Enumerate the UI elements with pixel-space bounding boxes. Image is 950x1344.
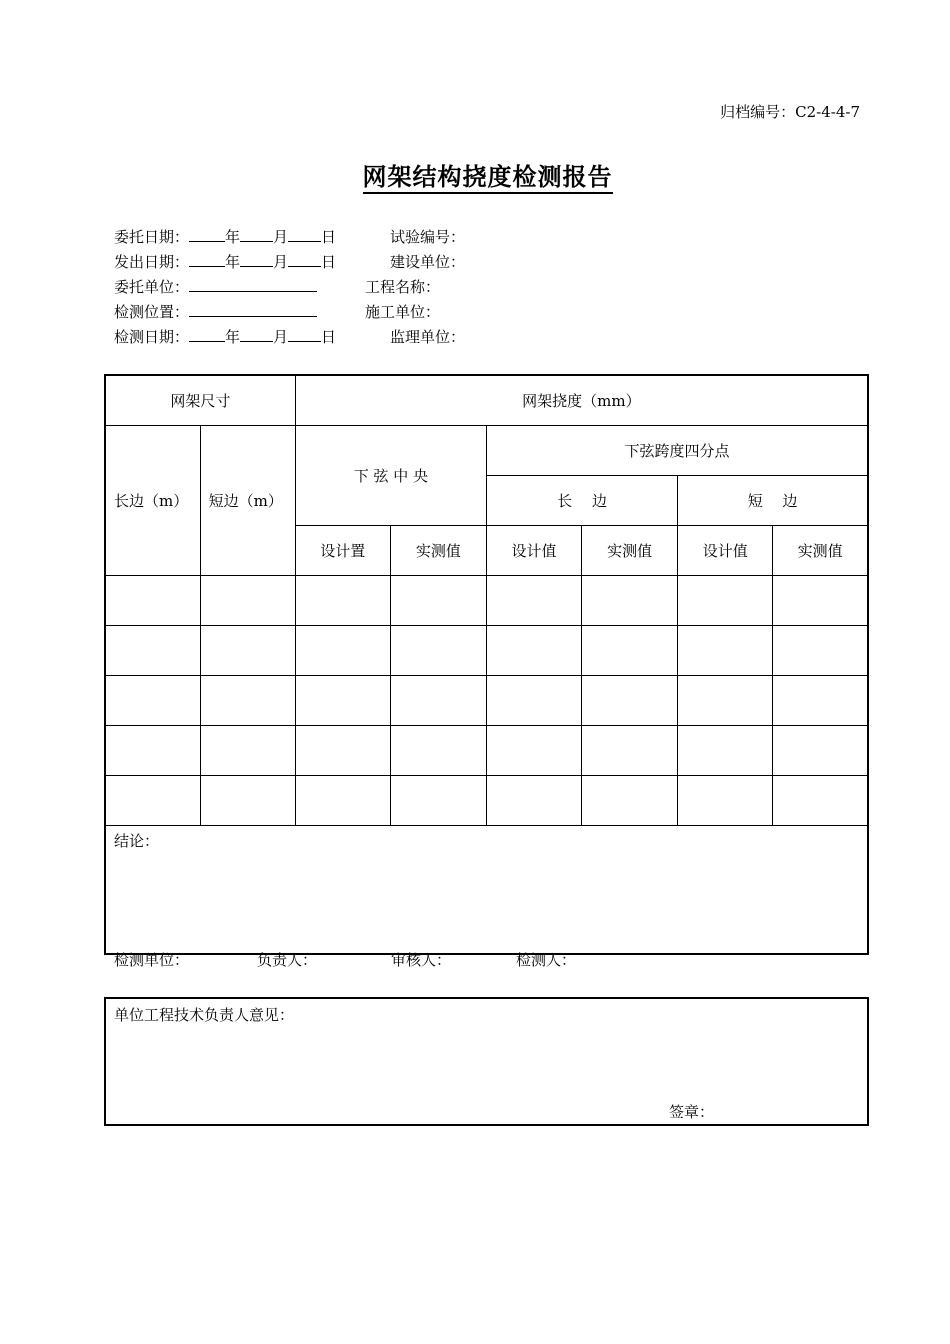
table-row [105, 775, 868, 825]
lower-chord-quarter-header: 下弦跨度四分点 [486, 425, 868, 475]
table-cell[interactable] [105, 775, 200, 825]
year-blank[interactable] [189, 326, 225, 342]
short-measured-header: 实测值 [773, 525, 868, 575]
deflection-header: 网架挠度（mm） [295, 375, 868, 425]
table-row [105, 575, 868, 625]
issue-date [114, 251, 336, 273]
table-cell[interactable] [105, 675, 200, 725]
table-cell[interactable] [678, 675, 773, 725]
title-text: 网架结构挠度检测报告 [363, 163, 613, 194]
month-label: 月 [273, 228, 289, 246]
opinion-label: 单位工程技术负责人意见： [114, 1006, 295, 1024]
month-label: 月 [273, 328, 289, 346]
table-cell[interactable] [295, 775, 390, 825]
entrust-date [114, 226, 336, 248]
reviewer-label: 审核人： [391, 951, 452, 969]
year-label: 年 [225, 253, 241, 271]
year-label: 年 [225, 228, 241, 246]
signature-line [114, 949, 814, 973]
table-cell[interactable] [295, 625, 390, 675]
month-blank[interactable] [240, 326, 273, 342]
responsible-label: 负责人： [257, 951, 318, 969]
issue-date-label: 发出日期： [114, 253, 190, 271]
entrust-unit-label: 委托单位： [114, 278, 190, 296]
quarter-short-side-header: 短 边 [678, 475, 868, 525]
table-cell[interactable] [678, 625, 773, 675]
table-cell[interactable] [773, 725, 868, 775]
day-blank[interactable] [288, 226, 321, 242]
center-measured-header: 实测值 [390, 525, 486, 575]
tester-label: 检测人： [516, 951, 577, 969]
archive-number: 归档编号：C2-4-4-7 [720, 103, 860, 121]
center-design-header: 设计置 [295, 525, 390, 575]
day-label: 日 [321, 253, 337, 271]
conclusion-row [105, 825, 868, 954]
test-location-label: 检测位置： [114, 303, 190, 321]
table-cell[interactable] [200, 575, 295, 625]
table-cell[interactable] [200, 725, 295, 775]
table-cell[interactable] [773, 575, 868, 625]
day-label: 日 [321, 228, 337, 246]
table-cell[interactable] [773, 625, 868, 675]
test-location-blank[interactable] [189, 301, 317, 317]
builder-unit-label: 施工单位： [365, 303, 441, 321]
table-cell[interactable] [390, 625, 486, 675]
conclusion-cell[interactable] [105, 825, 868, 954]
tech-lead-opinion-box[interactable] [104, 997, 869, 1126]
table-cell[interactable] [200, 675, 295, 725]
table-cell[interactable] [582, 725, 678, 775]
short-design-header: 设计值 [678, 525, 773, 575]
table-cell[interactable] [486, 575, 581, 625]
year-label: 年 [225, 328, 241, 346]
day-blank[interactable] [288, 326, 321, 342]
supervision-unit-label: 监理单位： [390, 328, 466, 346]
test-number-label: 试验编号： [390, 228, 466, 246]
table-cell[interactable] [486, 775, 581, 825]
table-row [105, 675, 868, 725]
project-name-label: 工程名称： [365, 278, 441, 296]
table-cell[interactable] [390, 575, 486, 625]
year-blank[interactable] [189, 226, 225, 242]
size-header: 网架尺寸 [105, 375, 295, 425]
deflection-table [104, 374, 869, 955]
month-label: 月 [273, 253, 289, 271]
seal-label: 签章： [669, 1103, 715, 1121]
long-design-header: 设计值 [486, 525, 581, 575]
table-cell[interactable] [390, 675, 486, 725]
table-cell[interactable] [105, 575, 200, 625]
table-cell[interactable] [105, 725, 200, 775]
day-blank[interactable] [288, 251, 321, 267]
table-cell[interactable] [678, 575, 773, 625]
table-cell[interactable] [582, 675, 678, 725]
table-cell[interactable] [582, 575, 678, 625]
table-cell[interactable] [295, 675, 390, 725]
table-cell[interactable] [773, 775, 868, 825]
test-unit-label: 检测单位： [114, 951, 190, 969]
quarter-long-side-header: 长 边 [486, 475, 677, 525]
test-location [114, 301, 317, 323]
table-cell[interactable] [678, 725, 773, 775]
year-blank[interactable] [189, 251, 225, 267]
table-cell[interactable] [295, 725, 390, 775]
table-cell[interactable] [390, 775, 486, 825]
long-measured-header: 实测值 [582, 525, 678, 575]
short-side-header: 短边（m） [200, 425, 295, 575]
month-blank[interactable] [240, 226, 273, 242]
table-cell[interactable] [486, 725, 581, 775]
page-title [0, 157, 950, 192]
table-cell[interactable] [773, 675, 868, 725]
table-cell[interactable] [200, 625, 295, 675]
entrust-unit [114, 276, 317, 298]
conclusion-label: 结论： [114, 831, 160, 850]
table-cell[interactable] [295, 575, 390, 625]
table-cell[interactable] [390, 725, 486, 775]
entrust-date-label: 委托日期： [114, 228, 190, 246]
table-row [105, 725, 868, 775]
construction-unit-label: 建设单位： [390, 253, 466, 271]
test-date [114, 326, 336, 348]
entrust-unit-blank[interactable] [189, 276, 317, 292]
table-row [105, 625, 868, 675]
month-blank[interactable] [240, 251, 273, 267]
test-date-label: 检测日期： [114, 328, 190, 346]
table-cell[interactable] [582, 625, 678, 675]
table-cell[interactable] [200, 775, 295, 825]
table-cell[interactable] [678, 775, 773, 825]
table-cell[interactable] [582, 775, 678, 825]
table-cell[interactable] [486, 675, 581, 725]
table-cell[interactable] [105, 625, 200, 675]
table-cell[interactable] [486, 625, 581, 675]
day-label: 日 [321, 328, 337, 346]
long-side-header: 长边（m） [105, 425, 200, 575]
lower-chord-center-header: 下 弦 中 央 [295, 425, 486, 525]
